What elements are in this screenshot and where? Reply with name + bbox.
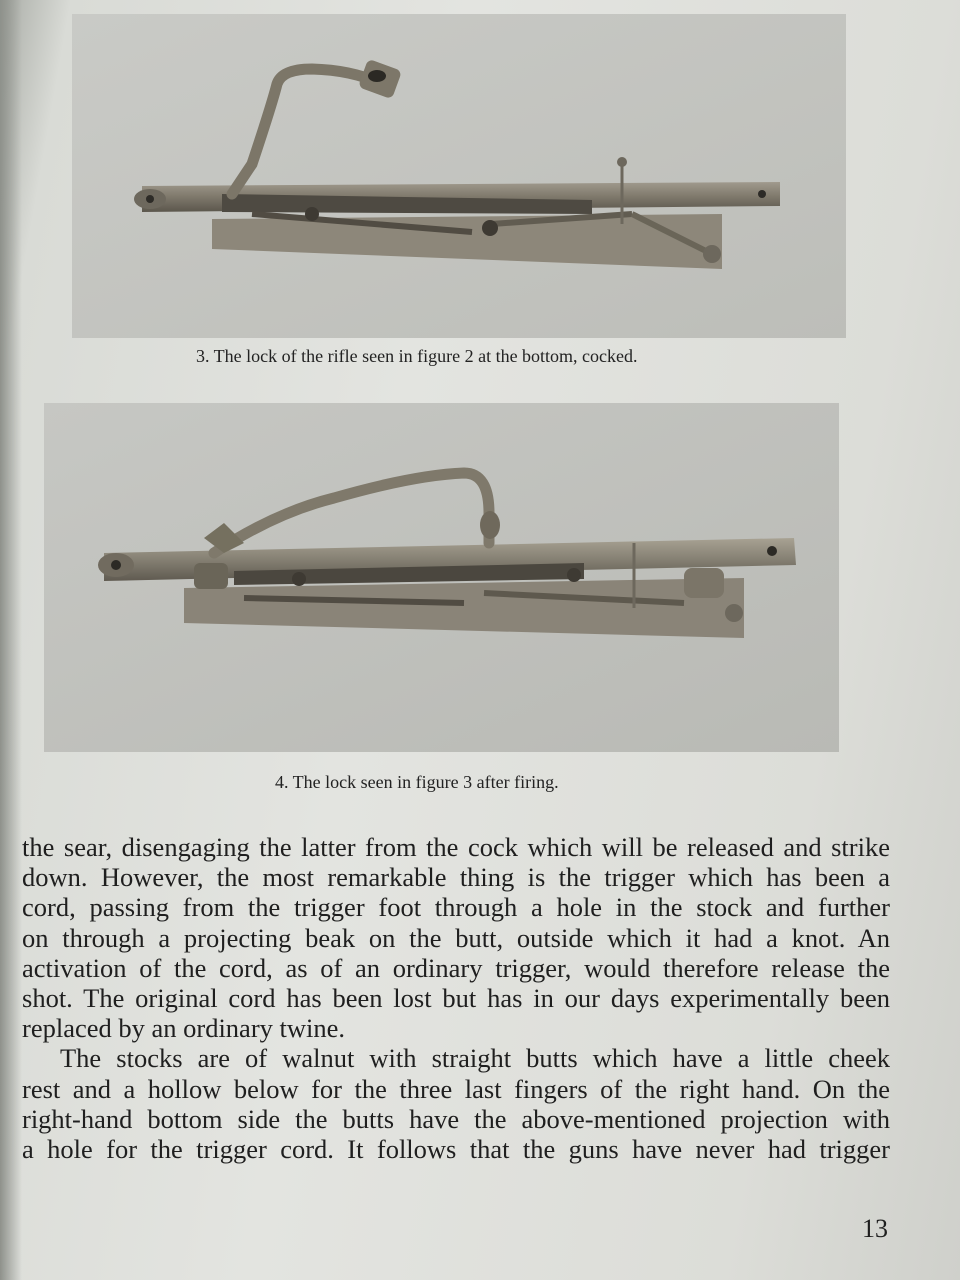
text-line: a hole for the trigger cord. It follows that the guns have never had trigger (22, 1134, 890, 1165)
text-line: right-hand bottom side the butts have the above-mentioned projection with (22, 1103, 890, 1134)
text-line: activation of the cord, as of an ordinary trigger, would therefore release the (22, 952, 890, 983)
lock-cocked-illustration (72, 14, 846, 338)
text-line: replaced by an ordinary twine. (22, 1013, 346, 1044)
text-line: the sear, disengaging the latter from the cock which will be released and strike (22, 832, 890, 862)
figure-3-photo (72, 14, 846, 338)
text-line: rest and a hollow below for the three last fingers of the right hand. On the (22, 1073, 890, 1104)
body-text (22, 832, 890, 1164)
page-gutter-shadow (0, 0, 22, 1280)
page-number: 13 (862, 1214, 888, 1243)
figure-4-caption: 4. The lock seen in figure 3 after firing. (275, 772, 559, 792)
figure-3-caption: 3. The lock of the rifle seen in figure 2 at the bottom, cocked. (196, 346, 638, 366)
text-line: down. However, the most remarkable thing is the trigger which has been a (22, 862, 890, 893)
lock-fired-illustration (44, 403, 839, 752)
figure-4-photo (44, 403, 839, 752)
text-line: The stocks are of walnut with straight butts which have a little cheek (60, 1043, 890, 1074)
text-line: cord, passing from the trigger foot through a hole in the stock and further (22, 892, 890, 923)
text-line: shot. The original cord has been lost but has in our days experimentally been (22, 983, 890, 1014)
text-line: on through a projecting beak on the butt, outside which it had a knot. An (22, 922, 890, 953)
